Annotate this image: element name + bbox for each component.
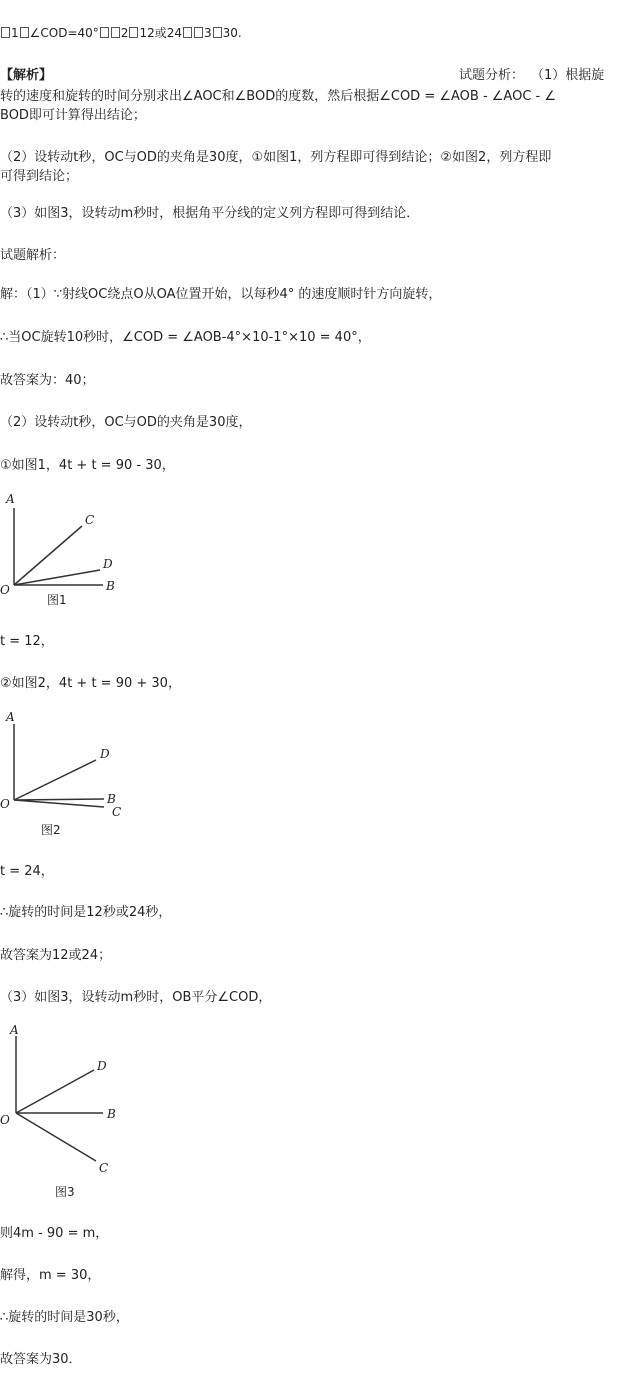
figure-2 [0,706,130,841]
missing-glyph-icon [100,27,109,38]
solution-line-2: ∴当OC旋转10秒时，∠COD = ∠AOB-4°×10-1°×10 = 40°， [0,330,371,345]
ray-oc [14,800,104,807]
solution-line-1: 解：（1）∵射线OC绕点O从OA位置开始，以每秒4° 的速度顺时针方向旋转， [0,287,442,302]
label-c: C [99,1161,109,1175]
solution-line-8: t = 24， [0,864,54,879]
label-c: C [112,805,122,819]
solution-line-13: 解得，m = 30， [0,1268,101,1283]
ray-od [16,1070,94,1113]
solution-line-10: 故答案为12或24； [0,948,112,963]
answer-line: 1 ∠COD=40° 2 12或24 3 30. [0,24,242,41]
solution-line-11: （3）如图3，设转动m秒时，OB平分∠COD， [0,990,272,1005]
solution-line-3: 故答案为：40； [0,373,95,388]
missing-glyph-icon [1,27,10,38]
label-a: A [6,710,15,724]
label-o: O [0,797,10,811]
solution-line-15: 故答案为30． [0,1352,82,1367]
label-a: A [10,1023,19,1037]
analysis-para-2a: （2）设转动t秒，OC与OD的夹角是30度，①如图1，列方程即可得到结论；②如图2，列方程即 [0,150,552,165]
solution-line-14: ∴旋转的时间是30秒， [0,1310,129,1325]
ray-ob [14,799,104,800]
solution-line-9: ∴旋转的时间是12秒或24秒， [0,905,172,920]
solution-line-7: ②如图2，4t + t = 90 + 30， [0,676,181,691]
label-a: A [6,492,15,506]
figure-3-caption: 图3 [55,1185,75,1199]
label-d: D [97,1059,107,1073]
analysis-para-3: （3）如图3，设转动m秒时，根据角平分线的定义列方程即可得到结论． [0,206,420,221]
analysis-line-3: BOD即可计算得出结论； [0,108,146,123]
ray-oc [14,526,82,585]
label-b: B [106,579,115,593]
label-o: O [0,583,10,597]
solution-line-12: 则4m - 90 = m， [0,1226,109,1241]
figure-2-caption: 图2 [41,823,61,837]
missing-glyph-icon [111,27,120,38]
figure-1 [0,488,130,608]
label-d: D [100,747,110,761]
solution-line-6: t = 12， [0,634,54,649]
solution-line-4: （2）设转动t秒，OC与OD的夹角是30度， [0,415,252,430]
ray-od [14,570,100,585]
missing-glyph-icon [213,27,222,38]
label-b: B [107,1107,116,1121]
figure-1-caption: 图1 [47,593,67,607]
analysis-header: 【解析】 [0,68,53,83]
ray-od [14,760,96,800]
label-c: C [85,513,95,527]
solution-line-5: ①如图1，4t + t = 90 - 30， [0,458,175,473]
label-d: D [103,557,113,571]
solution-title: 试题解析： [0,248,66,263]
missing-glyph-icon [183,27,192,38]
analysis-line-2: 转的速度和旋转的时间分别求出∠AOC和∠BOD的度数，然后根据∠COD = ∠AOB - ∠AOC - ∠ [0,89,557,104]
missing-glyph-icon [194,27,203,38]
analysis-para-2b: 可得到结论； [0,169,79,184]
label-o: O [0,1113,10,1127]
missing-glyph-icon [129,27,138,38]
figure-3 [0,1022,140,1202]
label-b: B [107,792,116,806]
ray-oc [16,1113,96,1161]
analysis-label: 试题分析： [459,68,525,83]
missing-glyph-icon [20,27,29,38]
analysis-line-1-tail: （1）根据旋 [531,68,605,83]
